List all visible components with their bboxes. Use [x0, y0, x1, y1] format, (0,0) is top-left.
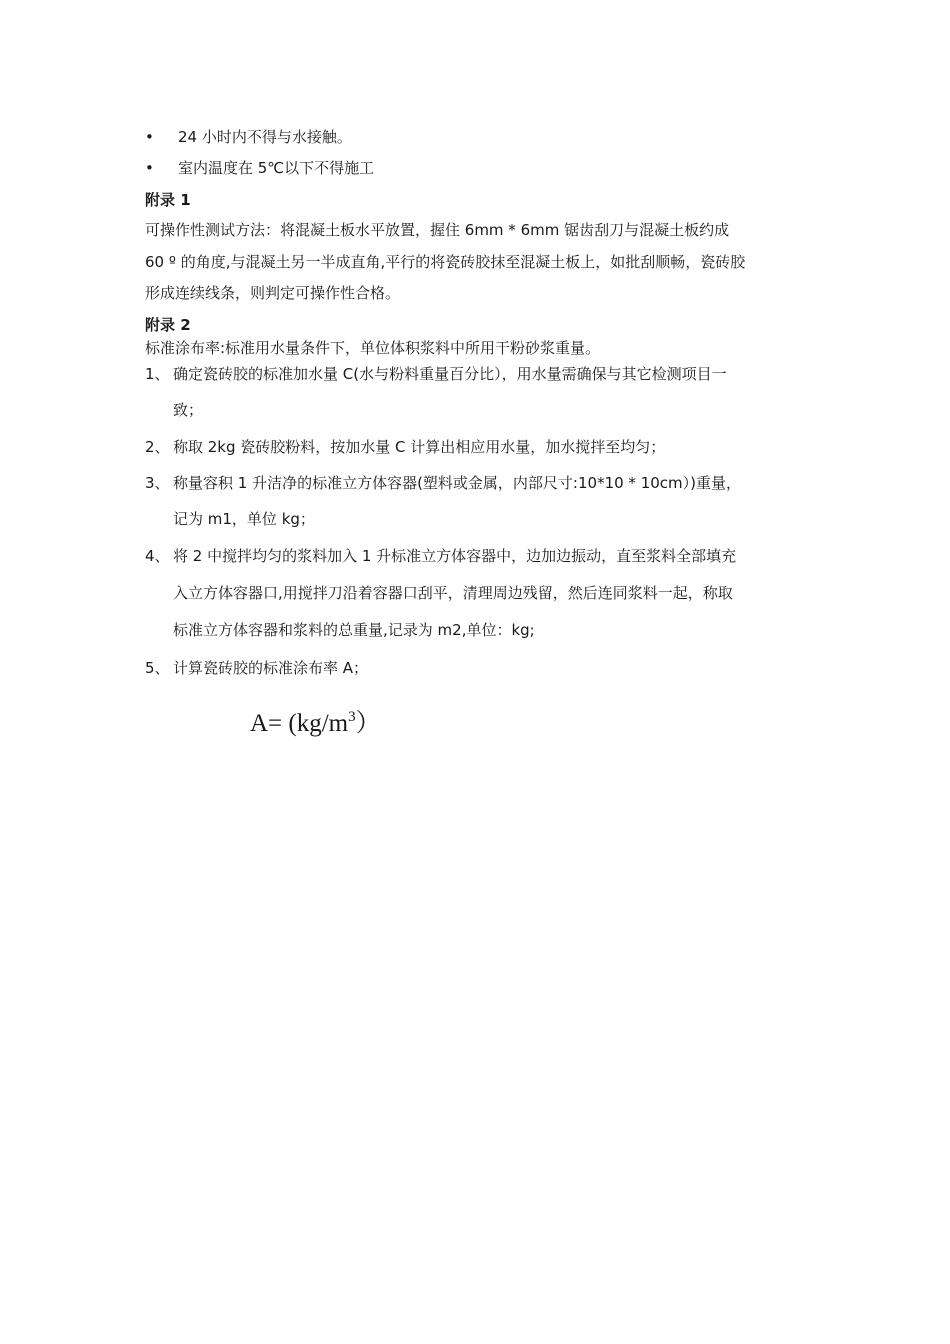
- list-item-text: 计算瓷砖胶的标准涂布率 A；: [173, 659, 369, 677]
- bullet-item: [145, 127, 352, 147]
- appendix2-intro: 标准涂布率:标准用水量条件下，单位体积浆料中所用干粉砂浆重量。: [145, 339, 601, 357]
- appendix1-heading: 附录 1: [145, 191, 191, 209]
- list-item: [145, 658, 810, 678]
- list-item-text: 称取 2kg 瓷砖胶粉料，按加水量 C 计算出相应用水量，加水搅拌至均匀；: [173, 438, 666, 456]
- list-item-number: 5、: [145, 659, 170, 677]
- list-item-text: 称量容积 1 升洁净的标准立方体容器(塑料或金属，内部尺寸:10*10 * 10cm）)重量，: [173, 474, 741, 492]
- list-item: [145, 473, 810, 493]
- formula-main: A= (kg/m: [250, 710, 349, 737]
- list-item-continuation: 记为 m1，单位 kg；: [173, 510, 315, 528]
- formula-superscript: 3: [348, 709, 356, 725]
- bullet-text: 室内温度在 5℃以下不得施工: [178, 159, 375, 177]
- list-item: [145, 437, 810, 457]
- list-item-continuation: 标准立方体容器和浆料的总重量,记录为 m2,单位：kg;: [173, 621, 535, 639]
- appendix2-heading: 附录 2: [145, 316, 191, 334]
- list-item-continuation: 致；: [173, 401, 204, 419]
- list-item: [145, 364, 810, 384]
- list-item: [145, 546, 810, 566]
- list-item-text: 确定瓷砖胶的标准加水量 C(水与粉料重量百分比），用水量需确保与其它检测项目一: [173, 365, 727, 383]
- list-item-number: 1、: [145, 365, 170, 383]
- list-item-continuation: 入立方体容器口,用搅拌刀沿着容器口刮平，清理周边残留，然后连同浆料一起，称取: [173, 584, 733, 602]
- bullet-symbol: •: [145, 159, 154, 177]
- bullet-text: 24 小时内不得与水接触。: [178, 128, 352, 146]
- list-item-text: 将 2 中搅拌均匀的浆料加入 1 升标准立方体容器中，边加边振动，直至浆料全部填充: [173, 547, 737, 565]
- appendix1-line: 60 º 的角度,与混凝土另一半成直角,平行的将瓷砖胶抹至混凝土板上，如批刮顺畅，瓷砖胶: [145, 253, 746, 271]
- list-item-number: 4、: [145, 547, 170, 565]
- formula-close: ）: [355, 710, 381, 737]
- appendix1-line: 形成连续线条，则判定可操作性合格。: [145, 284, 401, 302]
- coverage-formula: [250, 700, 381, 741]
- list-item-number: 3、: [145, 474, 170, 492]
- bullet-symbol: •: [145, 128, 154, 146]
- appendix1-line: 可操作性测试方法：将混凝土板水平放置，握住 6mm * 6mm 锯齿刮刀与混凝土板约成: [145, 221, 730, 239]
- list-item-number: 2、: [145, 438, 170, 456]
- bullet-item: [145, 158, 374, 178]
